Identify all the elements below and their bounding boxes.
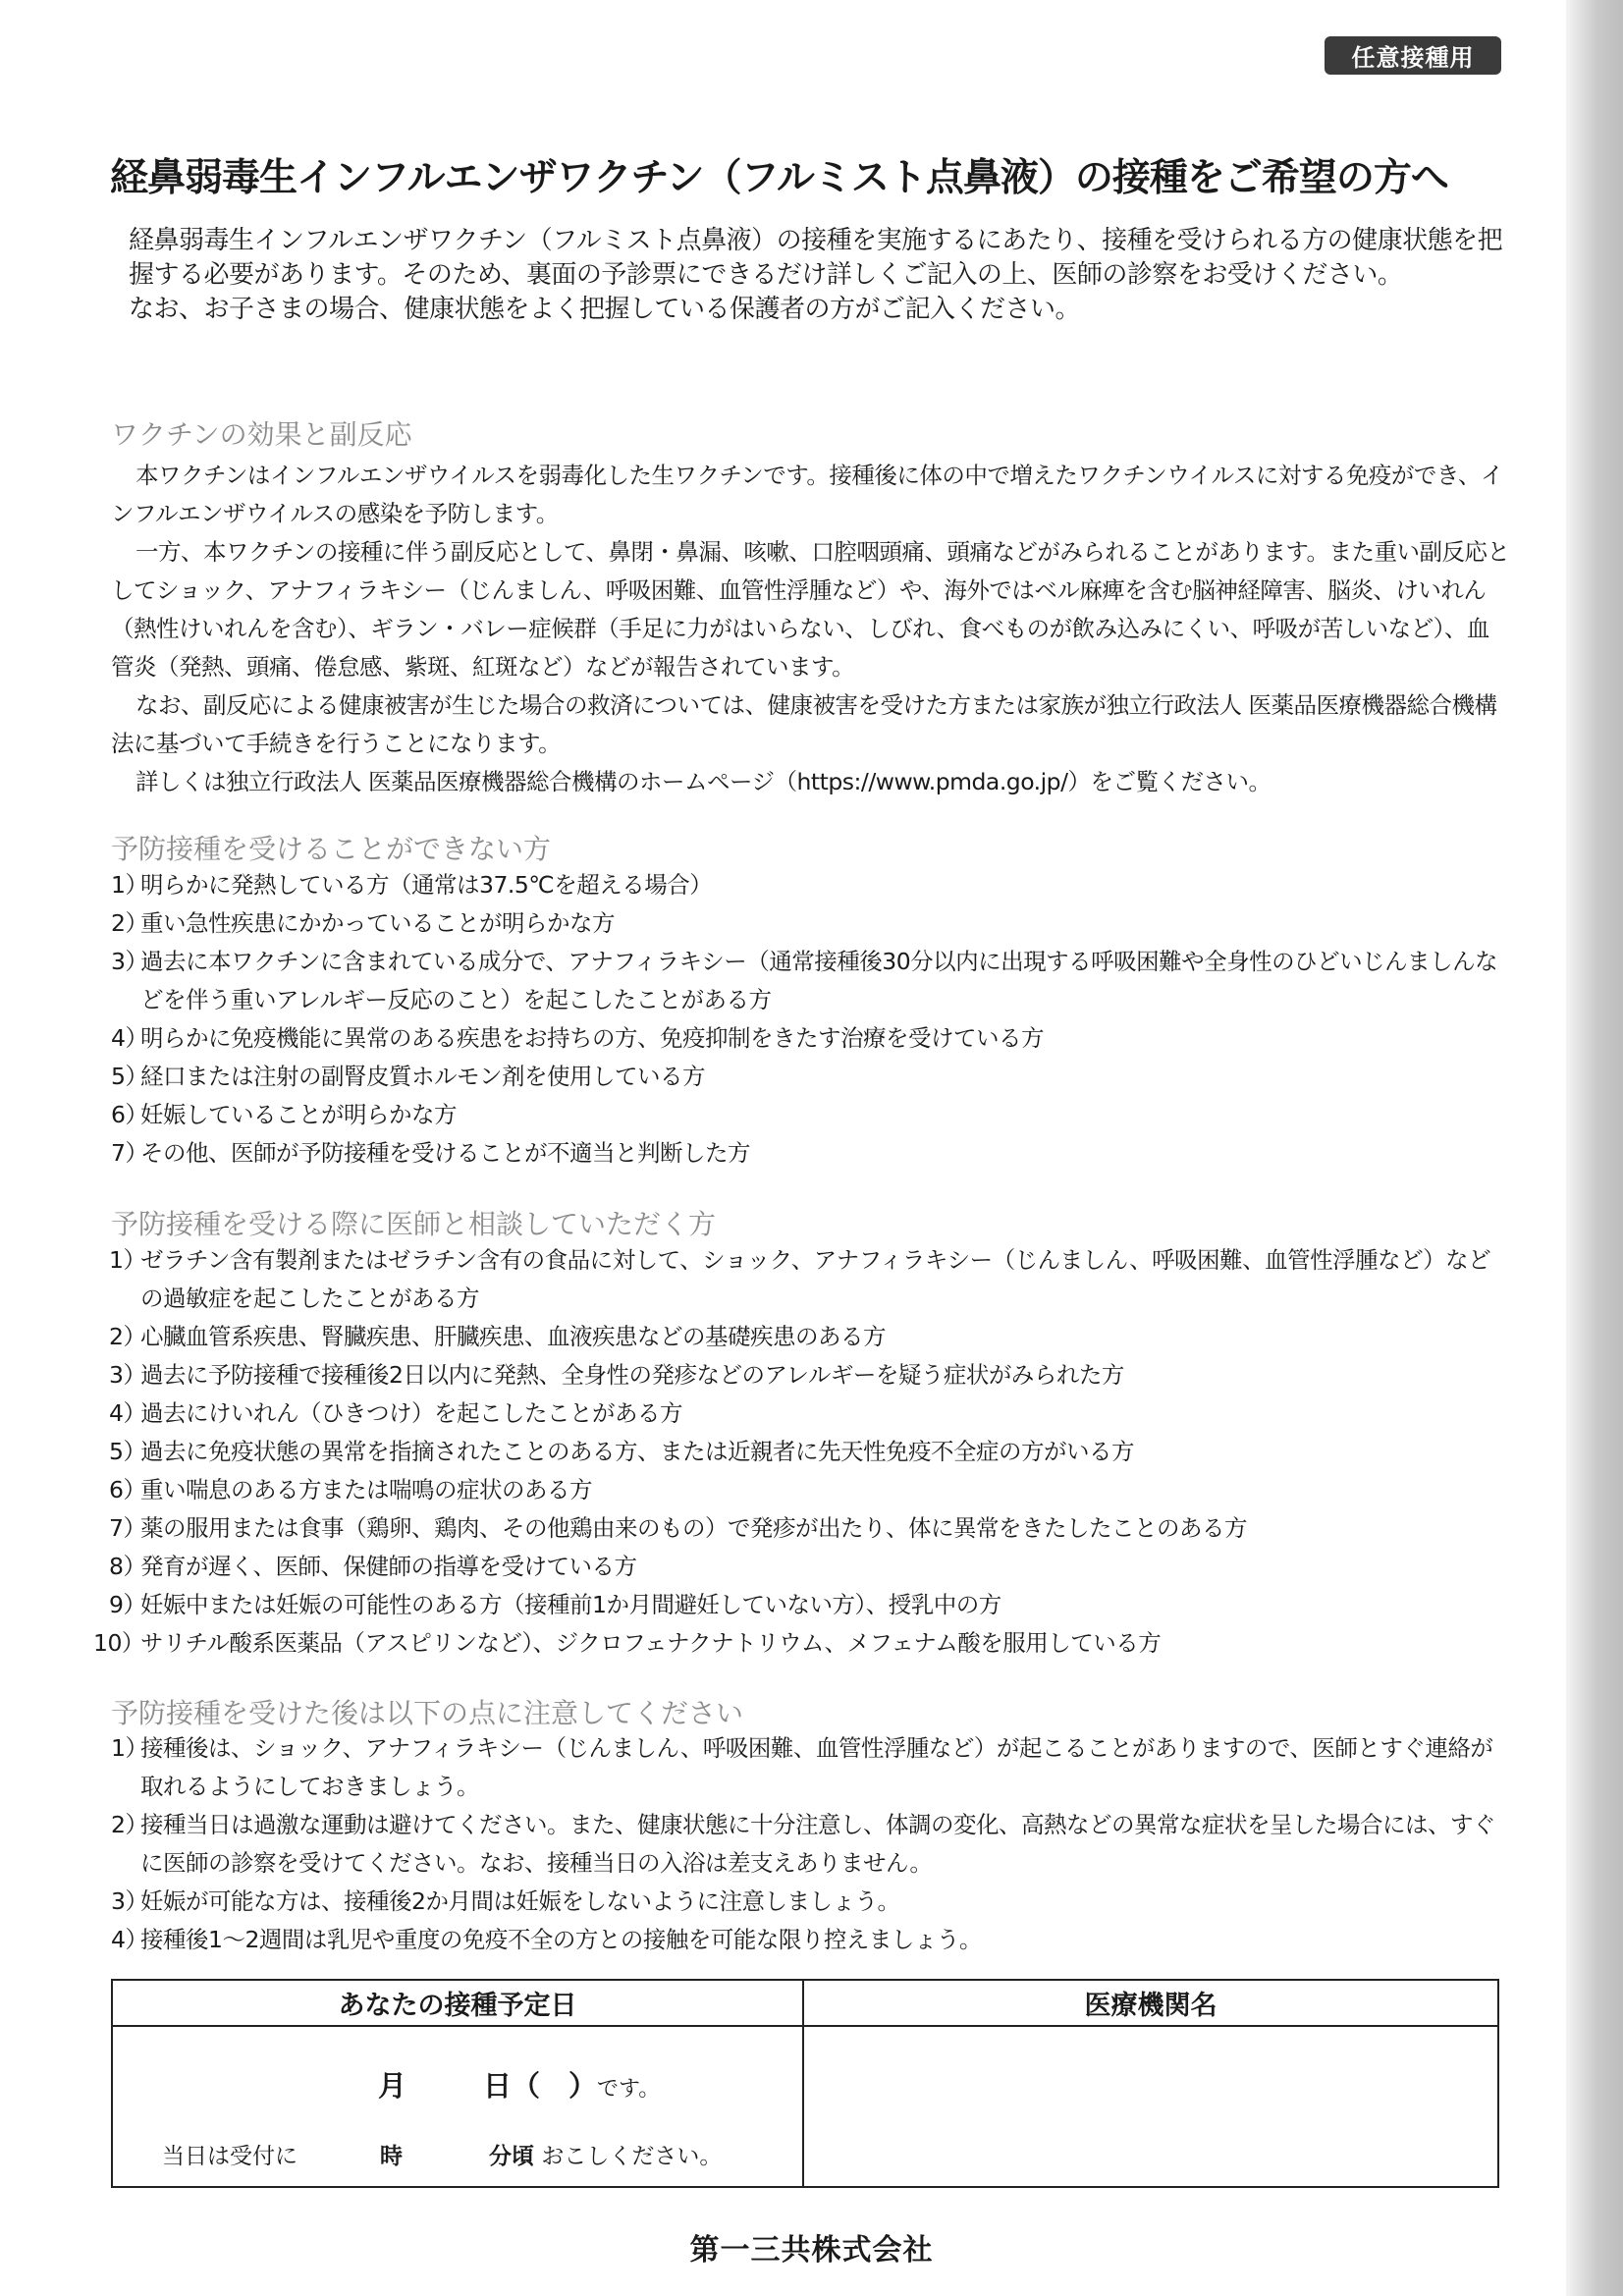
list-item: [111, 904, 1510, 943]
list-item: [111, 1586, 1510, 1624]
list-item: [111, 1134, 1510, 1173]
appointment-date-cell: [113, 1981, 804, 2186]
list-item-text: 過去にけいれん（ひきつけ）を起こしたことがある方: [140, 1399, 682, 1427]
list-item: [111, 866, 1510, 904]
list-item: [111, 1729, 1510, 1806]
clinic-name-header: 医療機関名: [804, 1981, 1497, 2027]
list-item: [111, 1433, 1510, 1471]
list-number: 4）: [111, 1926, 148, 1953]
list-item: [111, 1509, 1510, 1548]
company-name: 第一三共株式会社: [689, 2233, 934, 2268]
list-item-text: 過去に本ワクチンに含まれている成分で、アナフィラキシー（通常接種後30分以内に出現する呼吸困難や全身性のひどいじんましんなどを伴う重いアレルギー反応のこと）を起こしたことがある方: [140, 948, 1498, 1013]
list-item: [111, 1096, 1510, 1134]
reception-prefix: 当日は受付に: [162, 2144, 298, 2169]
list-item: [111, 1356, 1510, 1394]
list-item: [111, 1806, 1510, 1883]
section-after-body: [111, 1729, 1510, 1959]
list-number: 4）: [111, 1024, 148, 1052]
list-number: 9）: [109, 1591, 146, 1618]
list-item-text: 重い喘息のある方または喘鳴の症状のある方: [140, 1476, 592, 1503]
list-number: 5）: [109, 1438, 146, 1465]
day-label: 日（ ）: [483, 2069, 598, 2103]
intro-text: [129, 224, 1503, 327]
desu-label: です。: [597, 2077, 661, 2102]
list-item-text: 発育が遅く、医師、保健師の指導を受けている方: [140, 1553, 637, 1580]
section-heading-after: 予防接種を受けた後は以下の点に注意してください: [111, 1697, 744, 1729]
appointment-date-line[interactable]: [378, 2064, 660, 2105]
section-cannot-body: [111, 866, 1510, 1173]
list-item-text: ゼラチン含有製剤またはゼラチン含有の食品に対して、ショック、アナフィラキシー（じんましん、呼吸困難、血管性浮腫など）などの過敏症を起こしたことがある方: [140, 1246, 1491, 1312]
list-item: [111, 943, 1510, 1019]
list-item-text: 接種後1～2週間は乳児や重度の免疫不全の方との接触を可能な限り控えましょう。: [140, 1926, 982, 1953]
intro-paragraph: 経鼻弱毒生インフルエンザワクチン（フルミスト点鼻液）の接種を実施するにあたり、接種を受けられる方の健康状態を把握する必要があります。そのため、裏面の予診票にできるだけ詳しくご記入の上、医師の診察をお受けください。: [129, 226, 1503, 290]
list-number: 1）: [109, 1246, 146, 1274]
list-number: 1）: [111, 1734, 148, 1762]
list-item-text: その他、医師が予防接種を受けることが不適当と判断した方: [140, 1139, 750, 1167]
section-effects-body: [111, 457, 1510, 801]
hour-label: 時: [380, 2144, 403, 2169]
effects-paragraph: 一方、本ワクチンの接種に伴う副反応として、鼻閉・鼻漏、咳嗽、口腔咽頭痛、頭痛などがみられることがあります。また重い副反応としてショック、アナフィラキシー（じんましん、呼吸困難、血管性浮腫など）や、海外ではベル麻痺を含む脳神経障害、脳炎、けいれん（熱性けいれんを含む）、ギラン・バレー症候群（手足に力がはいらない、しびれ、食べものが飲み込みにくい、呼吸が苦しいなど）、血管炎（発熱、頭痛、倦怠感、紫斑、紅斑など）などが報告されています。: [111, 538, 1510, 681]
list-item-text: 過去に予防接種で接種後2日以内に発熱、全身性の発疹などのアレルギーを疑う症状がみられた方: [140, 1361, 1124, 1389]
consult-list: [93, 1241, 1510, 1663]
effects-paragraph: 本ワクチンはインフルエンザウイルスを弱毒化した生ワクチンです。接種後に体の中で増えたワクチンウイルスに対する免疫ができ、インフルエンザウイルスの感染を予防します。: [111, 462, 1503, 527]
effects-paragraph: 詳しくは独立行政法人 医薬品医療機器総合機構のホームページ（https://www.pmda.go.jp/）をご覧ください。: [135, 768, 1271, 795]
section-heading-effects: ワクチンの効果と副反応: [111, 418, 412, 451]
list-item-text: サリチル酸系医薬品（アスピリンなど）、ジクロフェナクナトリウム、メフェナム酸を服用している方: [140, 1629, 1162, 1657]
intro-paragraph: なお、お子さまの場合、健康状態をよく把握している保護者の方がご記入ください。: [129, 295, 1081, 324]
list-number: 10）: [93, 1629, 144, 1657]
list-number: 3）: [111, 948, 148, 975]
after-list: [111, 1729, 1510, 1959]
list-item-text: 妊娠が可能な方は、接種後2か月間は妊娠をしないように注意しましょう。: [140, 1887, 900, 1915]
list-number: 4）: [109, 1399, 146, 1427]
section-heading-cannot: 予防接種を受けることができない方: [111, 833, 552, 865]
list-number: 2）: [111, 1811, 148, 1838]
list-item: [111, 1318, 1510, 1356]
list-item-text: 経口または注射の副腎皮質ホルモン剤を使用している方: [140, 1063, 705, 1090]
list-item-text: 薬の服用または食事（鶏卵、鶏肉、その他鶏由来のもの）で発疹が出たり、体に異常をきたしたことのある方: [140, 1514, 1247, 1542]
list-number: 2）: [111, 909, 148, 937]
optional-vaccination-tag: 任意接種用: [1325, 36, 1501, 75]
scan-edge: [1566, 0, 1623, 2296]
list-number: 7）: [111, 1139, 148, 1167]
month-label: 月: [378, 2069, 407, 2103]
minute-label: 分頃: [489, 2144, 534, 2169]
list-item: [111, 1548, 1510, 1586]
list-number: 2）: [109, 1323, 146, 1350]
list-item: [111, 1394, 1510, 1433]
list-item: [111, 1058, 1510, 1096]
list-number: 6）: [111, 1101, 148, 1128]
effects-paragraph: なお、副反応による健康被害が生じた場合の救済については、健康被害を受けた方または家族が独立行政法人 医薬品医療機器総合機構法に基づいて手続きを行うことになります。: [111, 691, 1497, 757]
section-consult-body: [93, 1241, 1510, 1663]
list-item-text: 明らかに免疫機能に異常のある疾患をお持ちの方、免疫抑制をきたす治療を受けている方: [140, 1024, 1044, 1052]
list-number: 8）: [109, 1553, 146, 1580]
cannot-list: [111, 866, 1510, 1173]
appointment-date-header: あなたの接種予定日: [113, 1981, 802, 2027]
list-number: 7）: [109, 1514, 146, 1542]
reception-suffix: おこしください。: [541, 2144, 723, 2169]
list-number: 3）: [111, 1887, 148, 1915]
list-item-text: 接種後は、ショック、アナフィラキシー（じんましん、呼吸困難、血管性浮腫など）が起こることがありますので、医師とすぐ連絡が取れるようにしておきましょう。: [140, 1734, 1493, 1800]
list-item: [93, 1624, 1510, 1663]
list-item-text: 過去に免疫状態の異常を指摘されたことのある方、または近親者に先天性免疫不全症の方がいる方: [140, 1438, 1134, 1465]
list-item-text: 重い急性疾患にかかっていることが明らかな方: [140, 909, 615, 937]
page-title: 経鼻弱毒生インフルエンザワクチン（フルミスト点鼻液）の接種をご希望の方へ: [110, 156, 1448, 200]
section-heading-consult: 予防接種を受ける際に医師と相談していただく方: [111, 1208, 717, 1240]
list-item-text: 明らかに発熱している方（通常は37.5℃を超える場合）: [140, 871, 713, 899]
list-item-text: 接種当日は過激な運動は避けてください。また、健康状態に十分注意し、体調の変化、高熱などの異常な症状を呈した場合には、すぐに医師の診察を受けてください。なお、接種当日の入浴は差支えありません。: [140, 1811, 1495, 1877]
list-item: [111, 1471, 1510, 1509]
appointment-table: [111, 1979, 1499, 2188]
list-item-text: 心臓血管系疾患、腎臓疾患、肝臓疾患、血液疾患などの基礎疾患のある方: [140, 1323, 886, 1350]
list-number: 3）: [109, 1361, 146, 1389]
list-item: [111, 1921, 1510, 1959]
clinic-name-cell[interactable]: [804, 1981, 1497, 2186]
reception-time-line[interactable]: [162, 2138, 722, 2170]
list-number: 6）: [109, 1476, 146, 1503]
list-item: [111, 1241, 1510, 1318]
list-item: [111, 1883, 1510, 1921]
list-item-text: 妊娠していることが明らかな方: [140, 1101, 457, 1128]
list-item-text: 妊娠中または妊娠の可能性のある方（接種前1か月間避妊していない方）、授乳中の方: [140, 1591, 1001, 1618]
list-item: [111, 1019, 1510, 1058]
list-number: 5）: [111, 1063, 148, 1090]
list-number: 1）: [111, 871, 148, 899]
